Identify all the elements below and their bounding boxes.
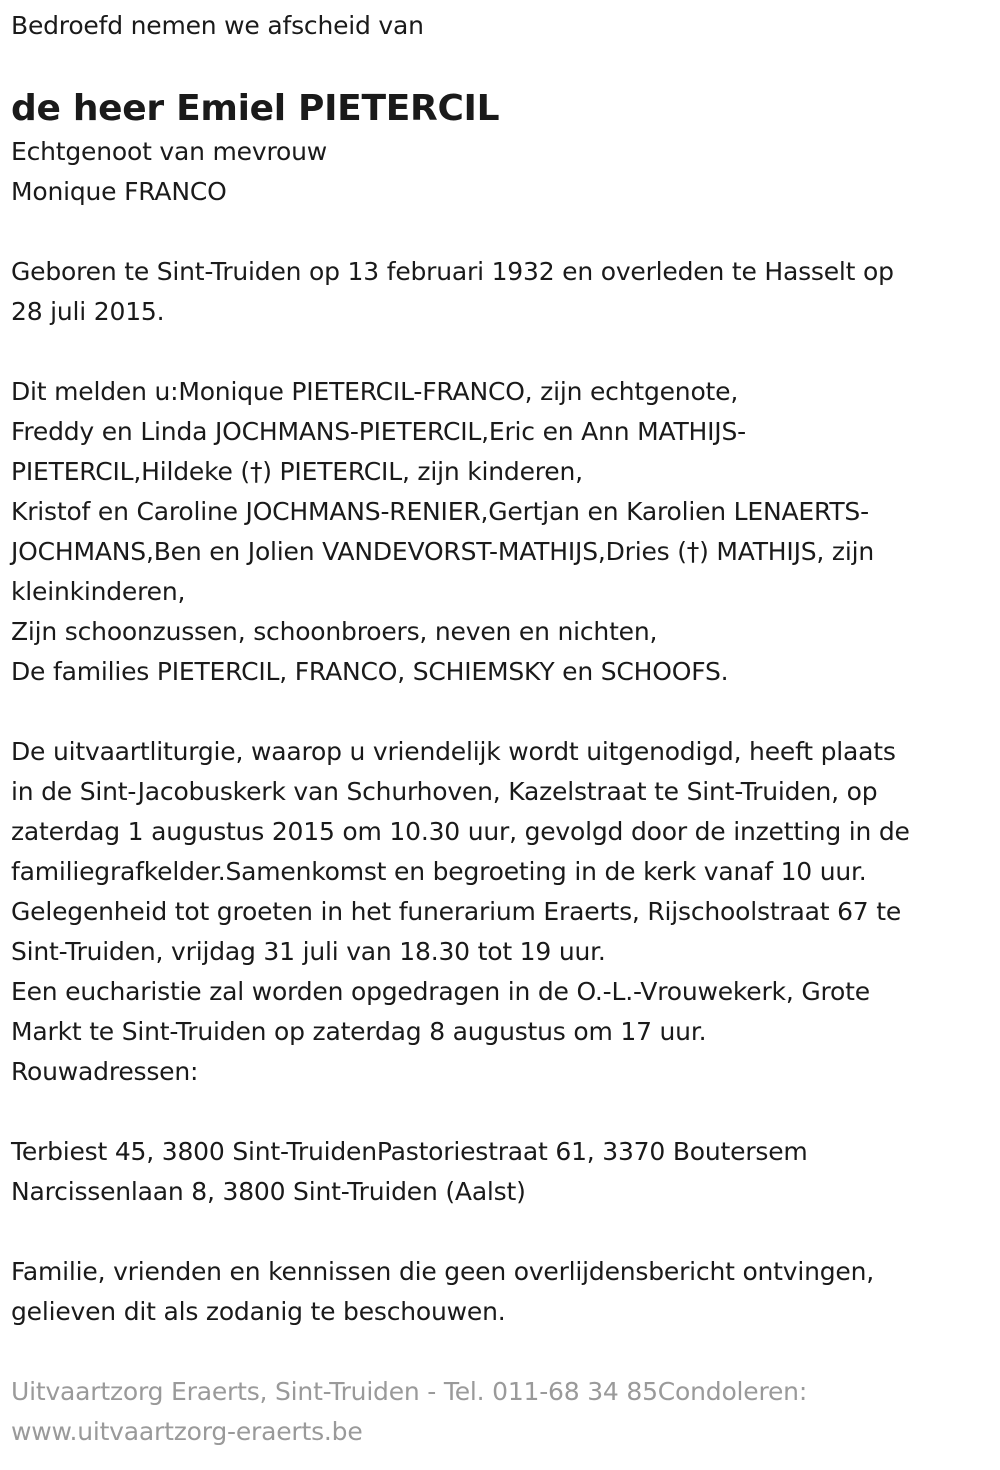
ceremony-line: Rouwadressen: xyxy=(11,1057,199,1086)
footer xyxy=(11,1372,993,1452)
spacer xyxy=(11,332,993,372)
ceremony-line: zaterdag 1 augustus 2015 om 10.30 uur, gevolgd door de inzetting in de xyxy=(11,817,910,846)
family-line: kleinkinderen, xyxy=(11,577,186,606)
family-line: Dit melden u:Monique PIETERCIL-FRANCO, zijn echtgenote, xyxy=(11,377,739,406)
death-notice xyxy=(11,6,993,1452)
spacer xyxy=(11,212,993,252)
birth-death-line: Geboren te Sint-Truiden op 13 februari 1932 en overleden te Hasselt op xyxy=(11,257,894,286)
ceremony-line: in de Sint-Jacobuskerk van Schurhoven, Kazelstraat te Sint-Truiden, op xyxy=(11,777,878,806)
address-line: Terbiest 45, 3800 Sint-TruidenPastoriestraat 61, 3370 Boutersem xyxy=(11,1137,808,1166)
spacer xyxy=(11,1092,993,1132)
ceremony-block xyxy=(11,732,993,1092)
family-line: De families PIETERCIL, FRANCO, SCHIEMSKY en SCHOOFS. xyxy=(11,657,729,686)
notice-block xyxy=(11,1252,993,1332)
address-line: Narcissenlaan 8, 3800 Sint-Truiden (Aalst) xyxy=(11,1177,526,1206)
ceremony-line: Sint-Truiden, vrijdag 31 juli van 18.30 tot 19 uur. xyxy=(11,937,606,966)
ceremony-line: familiegrafkelder.Samenkomst en begroeting in de kerk vanaf 10 uur. xyxy=(11,857,867,886)
footer-contact-line: Uitvaartzorg Eraerts, Sint-Truiden - Tel. 011-68 34 85Condoleren: xyxy=(11,1377,808,1406)
notice-line: gelieven dit als zodanig te beschouwen. xyxy=(11,1297,506,1326)
footer-website-link[interactable]: www.uitvaartzorg-eraerts.be xyxy=(11,1417,363,1446)
family-line: PIETERCIL,Hildeke (†) PIETERCIL, zijn kinderen, xyxy=(11,457,583,486)
spouse-line: Echtgenoot van mevrouw xyxy=(11,137,327,166)
ceremony-line: Een eucharistie zal worden opgedragen in de O.-L.-Vrouwekerk, Grote xyxy=(11,977,870,1006)
family-line: JOCHMANS,Ben en Jolien VANDEVORST-MATHIJS,Dries (†) MATHIJS, zijn xyxy=(11,537,874,566)
family-line: Zijn schoonzussen, schoonbroers, neven en nichten, xyxy=(11,617,658,646)
family-block xyxy=(11,372,993,692)
ceremony-line: Gelegenheid tot groeten in het funerarium Eraerts, Rijschoolstraat 67 te xyxy=(11,897,902,926)
intro-text: Bedroefd nemen we afscheid van xyxy=(11,11,424,40)
deceased-name: de heer Emiel PIETERCIL xyxy=(11,88,500,129)
family-line: Freddy en Linda JOCHMANS-PIETERCIL,Eric en Ann MATHIJS- xyxy=(11,417,746,446)
ceremony-line: Markt te Sint-Truiden op zaterdag 8 augustus om 17 uur. xyxy=(11,1017,707,1046)
spacer xyxy=(11,692,993,732)
spacer xyxy=(11,1212,993,1252)
birth-death-block xyxy=(11,252,993,332)
spouse-line: Monique FRANCO xyxy=(11,177,227,206)
spouse-block xyxy=(11,132,993,212)
spacer xyxy=(11,1332,993,1372)
notice-line: Familie, vrienden en kennissen die geen overlijdensbericht ontvingen, xyxy=(11,1257,875,1286)
ceremony-line: De uitvaartliturgie, waarop u vriendelijk wordt uitgenodigd, heeft plaats xyxy=(11,737,896,766)
birth-death-line: 28 juli 2015. xyxy=(11,297,165,326)
address-block xyxy=(11,1132,993,1212)
family-line: Kristof en Caroline JOCHMANS-RENIER,Gertjan en Karolien LENAERTS- xyxy=(11,497,869,526)
